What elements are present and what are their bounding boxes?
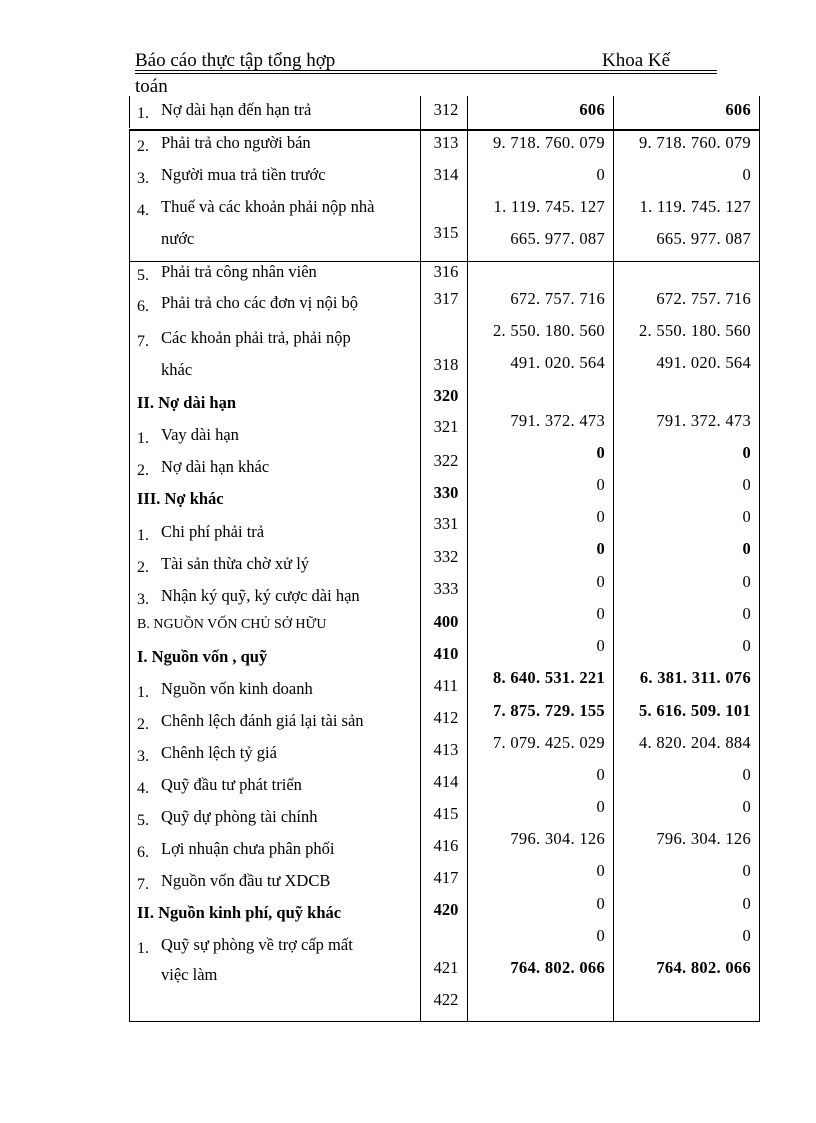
row-code: 317 [433,289,459,308]
row-label: Nhận ký quỹ, ký cược dài hạn [161,586,360,605]
row-code: 322 [433,451,459,470]
row-label-continuation: việc làm [161,965,218,984]
item-number: 1. [137,430,149,447]
item-number: 5. [137,812,149,829]
item-number: 1. [137,940,149,957]
value-closing: 0 [742,894,751,913]
row-code: 313 [433,133,459,152]
table-row [137,935,413,958]
row-code: 410 [433,644,459,663]
value-closing: 0 [742,765,751,784]
row-label: Lợi nhuận chưa phân phối [161,839,335,858]
value-opening: 764. 802. 066 [510,958,605,977]
value-closing: 791. 372. 473 [656,411,751,430]
row-label-continuation: nước [161,229,195,248]
report-header-left: Báo cáo thực tập tổng hợp [135,50,336,71]
row-label: Chi phí phải trả [161,522,265,541]
item-number: 5. [137,267,149,284]
value-closing: 0 [742,539,751,558]
row-label: Vay dài hạn [161,425,239,444]
value-opening: 7. 079. 425. 029 [492,733,605,752]
row-code: 312 [433,100,459,119]
table-row [137,807,318,830]
row-code: 321 [433,417,459,436]
value-opening: 0 [596,539,605,558]
table-row [137,197,375,220]
value-closing: 2. 550. 180. 560 [638,321,751,340]
table-row [137,554,309,577]
table-row [137,743,277,766]
row-code: 333 [433,579,459,598]
value-closing: 0 [742,797,751,816]
row-label: Tài sản thừa chờ xử lý [161,554,310,573]
row-label-justified [161,328,413,348]
value-opening: 0 [596,165,605,184]
row-label: Các khoản phải trả, phải nộp [161,328,351,347]
row-label: Nợ dài hạn khác [161,457,270,476]
value-opening: 491. 020. 564 [510,353,605,372]
value-closing: 0 [742,572,751,591]
value-closing: 9. 718. 760. 079 [638,133,751,152]
table-row [137,133,311,156]
value-closing: 0 [742,165,751,184]
row-code: 318 [433,355,459,374]
header-rule [135,70,717,71]
row-code: 421 [433,958,459,977]
row-label: Phải trả công nhân viên [161,262,317,281]
item-number: 3. [137,591,149,608]
value-opening: 0 [596,765,605,784]
table-row [137,775,302,798]
table-row [137,262,317,285]
section-heading: II. Nợ dài hạn [137,393,237,412]
table-row [137,328,413,351]
row-label: Nợ dài hạn đến hạn trả [161,100,312,119]
item-number: 2. [137,716,149,733]
value-closing: 5. 616. 509. 101 [638,701,751,720]
value-closing: 796. 304. 126 [656,829,751,848]
section-heading: III. Nợ khác [137,489,224,508]
row-separator [129,129,759,131]
value-closing: 0 [742,604,751,623]
value-closing: 0 [742,507,751,526]
value-opening: 2. 550. 180. 560 [492,321,605,340]
row-label: Quỹ đầu tư phát triển [161,775,302,794]
item-number: 1. [137,105,149,122]
row-code: 314 [433,165,459,184]
table-row [137,100,311,123]
table-row [137,165,326,188]
value-closing: 0 [742,861,751,880]
row-label: Chênh lệch đánh giá lại tài sản [161,711,364,730]
value-opening: 0 [596,861,605,880]
item-number: 2. [137,462,149,479]
table-border-left-top [129,96,130,128]
value-closing: 4. 820. 204. 884 [638,733,751,752]
table-row [137,293,358,316]
section-heading: I. Nguồn vốn , quỹ [137,647,268,666]
value-opening: 665. 977. 087 [510,229,605,248]
value-opening: 0 [596,572,605,591]
balance-sheet-table [129,96,759,1022]
row-code: 417 [433,868,459,887]
item-number: 1. [137,527,149,544]
value-opening: 0 [596,926,605,945]
item-number: 7. [137,876,149,893]
row-label: Thuế và các khoản phải nộp nhà [161,197,375,216]
item-number: 1. [137,684,149,701]
value-closing: 0 [742,926,751,945]
table-row [137,457,269,480]
item-number: 3. [137,748,149,765]
table-border-left [129,226,130,1022]
value-opening: 0 [596,507,605,526]
row-code: 420 [433,900,459,919]
item-number: 6. [137,298,149,315]
value-closing: 665. 977. 087 [656,229,751,248]
section-heading: B. NGUỒN VỐN CHỦ SỞ HỮU [137,617,327,632]
value-closing: 0 [742,475,751,494]
row-code: 414 [433,772,459,791]
value-closing: 0 [742,443,751,462]
row-code: 315 [433,223,459,242]
value-opening: 0 [596,443,605,462]
table-row [137,425,239,448]
row-label: Phải trả cho các đơn vị nội bộ [161,293,359,312]
value-opening: 0 [596,604,605,623]
item-number: 3. [137,170,149,187]
value-opening: 0 [596,475,605,494]
value-closing: 672. 757. 716 [656,289,751,308]
value-opening: 1. 119. 745. 127 [493,197,605,216]
row-code: 411 [433,676,459,695]
row-label: Nguồn vốn kinh doanh [161,679,313,698]
row-code: 416 [433,836,459,855]
item-number: 2. [137,138,149,155]
table-row [137,839,334,862]
item-number: 2. [137,559,149,576]
value-opening: 0 [596,797,605,816]
value-opening: 9. 718. 760. 079 [492,133,605,152]
value-closing: 491. 020. 564 [656,353,751,372]
table-row [137,679,313,702]
table-row [137,871,330,894]
table-border-right [759,96,760,1022]
section-heading: II. Nguồn kinh phí, quỹ khác [137,903,342,922]
row-code: 331 [433,514,459,533]
report-header-continuation: toán [135,76,168,97]
value-opening: 672. 757. 716 [510,289,605,308]
value-opening: 7. 875. 729. 155 [492,701,605,720]
row-label: Chênh lệch tỷ giá [161,743,277,762]
row-label: Quỹ dự phòng tài chính [161,807,318,826]
table-row [137,586,360,609]
row-label-continuation: khác [161,360,193,379]
value-opening: 791. 372. 473 [510,411,605,430]
row-code: 422 [433,990,459,1009]
row-code: 413 [433,740,459,759]
item-number: 6. [137,844,149,861]
report-header-right: Khoa Kế [602,50,671,71]
table-bottom-border [129,1021,759,1022]
table-row [137,522,264,545]
row-label: Quỹ sự phòng về trợ cấp mất [161,935,353,954]
row-label-justified [161,935,413,955]
row-code: 400 [433,612,459,631]
row-code: 332 [433,547,459,566]
row-code: 412 [433,708,459,727]
value-opening: 0 [596,894,605,913]
row-code: 330 [433,483,459,502]
value-closing: 6. 381. 311. 076 [639,668,751,687]
item-number: 4. [137,202,149,219]
header-rule [135,73,717,74]
row-code: 316 [433,262,459,281]
value-closing: 764. 802. 066 [656,958,751,977]
value-opening: 796. 304. 126 [510,829,605,848]
row-label: Phải trả cho người bán [161,133,311,152]
table-row [137,711,364,734]
value-closing: 1. 119. 745. 127 [639,197,751,216]
value-closing: 0 [742,636,751,655]
row-label: Nguồn vốn đầu tư XDCB [161,871,331,890]
row-code: 415 [433,804,459,823]
item-number: 7. [137,333,149,350]
table-border-left-mid [129,130,130,262]
value-opening: 8. 640. 531. 221 [492,668,605,687]
row-code: 320 [433,386,459,405]
item-number: 4. [137,780,149,797]
value-closing: 606 [725,100,751,119]
value-opening: 0 [596,636,605,655]
value-opening: 606 [579,100,605,119]
row-label: Người mua trả tiền trước [161,165,326,184]
